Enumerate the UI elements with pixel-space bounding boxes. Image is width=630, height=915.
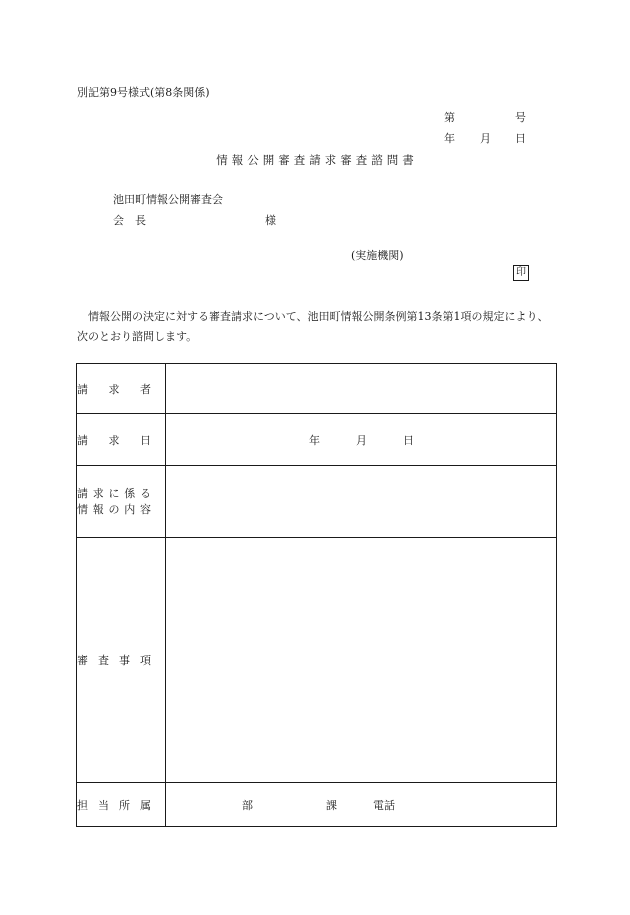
label-char: 容 [140,502,151,516]
body-paragraph: 情報公開の決定に対する審査請求について、池田町情報公開条例第13条第1項の規定により、次のとおり諮問します。 [77,310,549,343]
addressee-organization: 池田町情報公開審査会 [113,193,223,206]
consultation-table [76,363,557,827]
requester-value [166,364,557,414]
request-date-year: 年 [309,433,320,447]
document-number [444,109,526,125]
doc-number-suffix: 号 [515,111,526,124]
label-char: 所 [119,798,130,812]
label-char: 係 [124,486,136,500]
label-char: 求 [108,433,120,447]
table-row-department [77,783,557,827]
label-char: 求 [92,486,104,500]
label-char: 査 [98,654,109,667]
label-char: の [108,502,120,516]
label-char: 報 [92,502,104,516]
doc-number-prefix: 第 [444,111,455,124]
issue-date-day: 日 [515,132,526,145]
label-char: 者 [140,382,151,396]
label-char: 内 [124,502,136,516]
request-date-day: 日 [403,433,414,447]
request-date-month: 月 [356,433,367,447]
review-items-value [166,538,557,783]
issuer-label: (実施機関) [351,249,404,262]
label-char: 情 [77,502,88,516]
department-suffix: 部 [242,798,253,812]
section-suffix: 課 [326,798,337,812]
department-value [166,783,557,827]
table-row-requested-info [77,466,557,538]
addressee-line [113,212,313,228]
label-char: 事 [119,654,130,667]
label-char: 項 [140,654,151,667]
requested-info-value [166,466,557,538]
label-char: 当 [98,798,109,812]
seal-mark: 印 [513,265,529,281]
issue-date-year: 年 [444,132,455,145]
label-department [77,783,166,827]
label-char: 請 [77,433,88,447]
addressee-honorific: 様 [265,214,276,227]
table-row-request-date [77,414,557,466]
label-requested-info [77,466,166,538]
document-title: 情報公開審査請求審査諮問書 [216,153,418,167]
addressee-position: 会 長 [113,214,146,227]
request-date-value [166,414,557,466]
label-review-items [77,538,166,783]
label-char: 日 [140,433,151,447]
label-char: 請 [77,382,88,396]
label-char: 審 [77,654,88,667]
label-char: る [140,486,151,500]
label-char: 請 [77,486,88,500]
table-row-requester [77,364,557,414]
label-request-date [77,414,166,466]
label-char: 属 [140,798,151,812]
phone-label: 電話 [373,798,395,812]
label-char: 担 [77,798,88,812]
table-row-review-items [77,538,557,783]
label-requester [77,364,166,414]
issue-date [444,130,526,146]
form-reference: 別記第9号様式(第8条関係) [77,86,210,99]
issue-date-month: 月 [480,132,491,145]
label-char: 求 [108,382,120,396]
label-char: に [108,486,120,500]
